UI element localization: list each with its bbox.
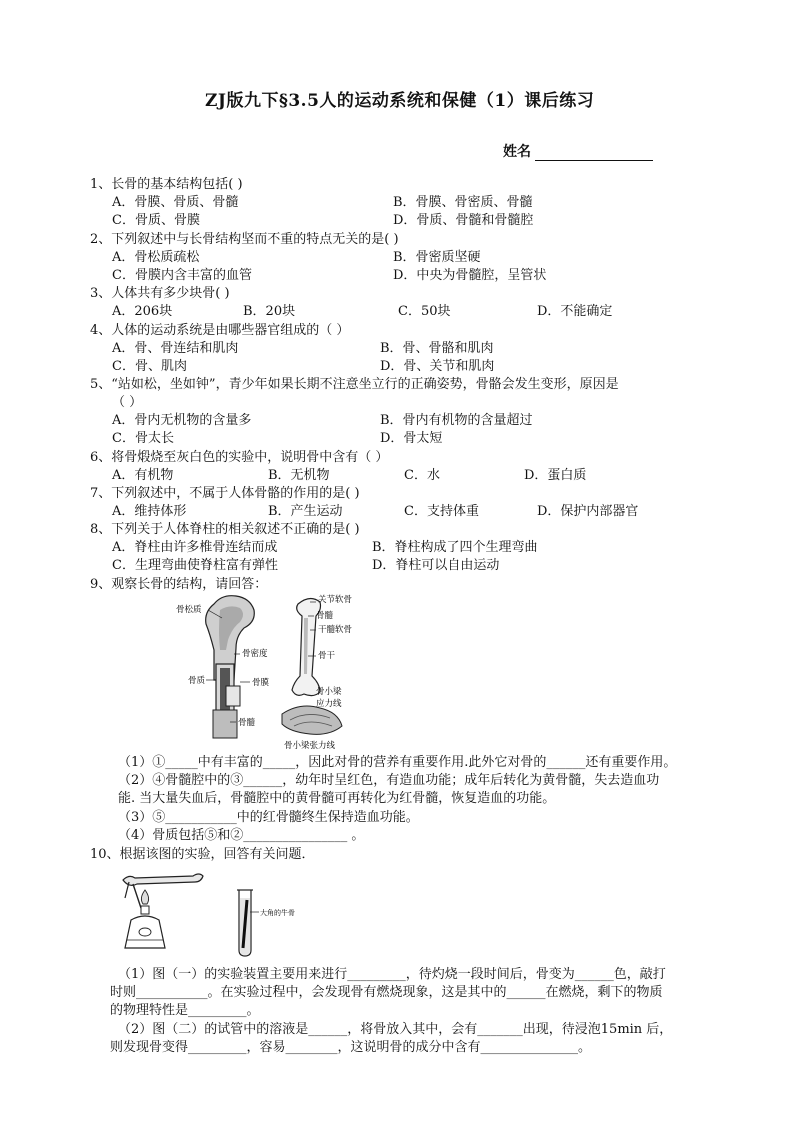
option-1a: A．骨膜、骨质、骨髓 bbox=[112, 195, 239, 210]
label-bone-substance: 骨质 bbox=[188, 676, 206, 686]
femur-cutaway-figure bbox=[206, 596, 255, 738]
label-articular-cartilage: 关节软骨 bbox=[318, 595, 353, 605]
label-epiphyseal-cartilage: 干髓软骨 bbox=[318, 625, 353, 635]
option-3a: A．206块 bbox=[112, 304, 173, 319]
option-5b: B．骨内有机物的含量超过 bbox=[380, 413, 533, 428]
question-stem-4: 4、人体的运动系统是由哪些器官组成的（ ） bbox=[90, 323, 350, 338]
question-stem-1: 1、长骨的基本结构包括( ) bbox=[90, 177, 243, 192]
option-8d: D．脊柱可以自由运动 bbox=[372, 558, 500, 573]
label-soaked-bone: 大角的牛骨 bbox=[260, 909, 295, 917]
label-stress-line: 应力线 bbox=[316, 699, 342, 709]
option-3c: C．50块 bbox=[398, 304, 451, 319]
option-3d: D．不能确定 bbox=[537, 304, 613, 319]
option-2c: C．骨膜内含丰富的血管 bbox=[112, 268, 252, 283]
option-4c: C．骨、肌肉 bbox=[112, 359, 187, 374]
name-label: 姓名 bbox=[503, 144, 531, 160]
option-2d: D．中央为骨髓腔，呈管状 bbox=[393, 268, 547, 283]
question-stem-5: 5、“站如松，坐如钟”，青少年如果长期不注意坐立行的正确姿势，骨骼会发生变形，原因是 bbox=[90, 377, 619, 392]
option-2a: A．骨松质疏松 bbox=[112, 250, 200, 265]
q9-line-1: （1）①_____中有丰富的_____，因此对骨的营养有重要作用.此外它对骨的______还有重要作用。 bbox=[118, 755, 677, 770]
label-periosteum: 骨膜 bbox=[252, 678, 270, 688]
experiment-diagram bbox=[115, 868, 325, 960]
q10-line-4: （2）图（二）的试管中的溶液是______，将骨放入其中，会有_______出现，待浸泡15min 后， bbox=[118, 1022, 673, 1037]
option-8c: C．生理弯曲使脊柱富有弹性 bbox=[112, 558, 278, 573]
q10-line-5: 则发现骨变得_________，容易________，这说明骨的成分中含有_______________。 bbox=[110, 1040, 592, 1055]
option-7a: A．维持体形 bbox=[112, 504, 187, 519]
option-5c: C．骨太长 bbox=[112, 431, 174, 446]
name-field bbox=[503, 141, 653, 161]
page-title: ZJ版九下§3.5人的运动系统和保健（1）课后练习 bbox=[205, 91, 595, 111]
option-8b: B．脊柱构成了四个生理弯曲 bbox=[372, 540, 538, 555]
question-stem-10: 10、根据该图的实验，回答有关问题． bbox=[90, 847, 315, 862]
option-7c: C．支持体重 bbox=[404, 504, 479, 519]
q10-line-2: 时则___________。在实验过程中，会发现骨有燃烧现象，这是其中的______在燃烧，剩下的物质 bbox=[110, 985, 663, 1000]
option-8a: A．脊柱由许多椎骨连结而成 bbox=[112, 540, 278, 555]
label-compact-bone: 骨密度 bbox=[242, 649, 268, 659]
option-6a: A．有机物 bbox=[112, 468, 174, 483]
question-stem-6: 6、将骨煅烧至灰白色的实验中，说明骨中含有（ ） bbox=[90, 450, 389, 465]
question-stem-5-paren: （ ） bbox=[112, 395, 143, 410]
option-4b: B．骨、骨骼和肌肉 bbox=[380, 341, 494, 356]
option-6c: C．水 bbox=[404, 468, 440, 483]
option-5d: D．骨太短 bbox=[380, 431, 443, 446]
question-stem-7: 7、下列叙述中，不属于人体骨骼的作用的是( ) bbox=[90, 486, 360, 501]
option-7b: B．产生运动 bbox=[268, 504, 343, 519]
label-trabecula: 骨小梁 bbox=[316, 687, 342, 697]
long-bone-diagram bbox=[170, 590, 380, 755]
question-stem-9: 9、观察长骨的结构，请回答： bbox=[90, 577, 268, 592]
option-6b: B．无机物 bbox=[268, 468, 330, 483]
test-tube-figure bbox=[237, 890, 259, 956]
label-cancellous-bone: 骨松质 bbox=[176, 605, 202, 615]
label-marrow-right: 骨髓 bbox=[316, 611, 334, 621]
option-5a: A．骨内无机物的含量多 bbox=[112, 413, 252, 428]
trabecula-figure bbox=[282, 706, 342, 734]
option-1c: C．骨质、骨膜 bbox=[112, 213, 200, 228]
burning-apparatus-figure bbox=[123, 874, 203, 948]
label-diaphysis: 骨干 bbox=[318, 651, 336, 661]
option-7d: D．保护内部器官 bbox=[537, 504, 639, 519]
label-tension-line: 骨小梁张力线 bbox=[284, 741, 336, 751]
q9-line-2: （2）④骨髓腔中的③______，幼年时呈红色，有造血功能；成年后转化为黄骨髓，失去造血功 bbox=[118, 773, 660, 788]
label-marrow-left: 骨髓 bbox=[238, 718, 256, 728]
option-6d: D．蛋白质 bbox=[524, 468, 587, 483]
option-3b: B．20块 bbox=[243, 304, 296, 319]
q9-line-5: （4）骨质包括⑤和②________________ 。 bbox=[118, 828, 365, 843]
q10-line-1: （1）图（一）的实验装置主要用来进行_________，待灼烧一段时间后，骨变为______色，敲打 bbox=[118, 967, 666, 982]
q9-line-4: （3）⑤___________中的红骨髓终生保持造血功能。 bbox=[118, 810, 419, 825]
q9-line-3: 能. 当大量失血后，骨髓腔中的黄骨髓可再转化为红骨髓，恢复造血的功能。 bbox=[118, 791, 556, 806]
option-4d: D．骨、关节和肌肉 bbox=[380, 359, 495, 374]
option-4a: A．骨、骨连结和肌肉 bbox=[112, 341, 239, 356]
option-2b: B．骨密质坚硬 bbox=[393, 250, 481, 265]
q10-line-3: 的物理特性是_________。 bbox=[110, 1003, 260, 1018]
name-blank[interactable] bbox=[535, 146, 653, 161]
question-stem-8: 8、下列关于人体脊柱的相关叙述不正确的是( ) bbox=[90, 522, 360, 537]
question-stem-2: 2、下列叙述中与长骨结构坚而不重的特点无关的是( ) bbox=[90, 232, 399, 247]
option-1b: B．骨膜、骨密质、骨髓 bbox=[393, 195, 533, 210]
option-1d: D．骨质、骨髓和骨髓腔 bbox=[393, 213, 534, 228]
question-stem-3: 3、人体共有多少块骨( ) bbox=[90, 286, 230, 301]
